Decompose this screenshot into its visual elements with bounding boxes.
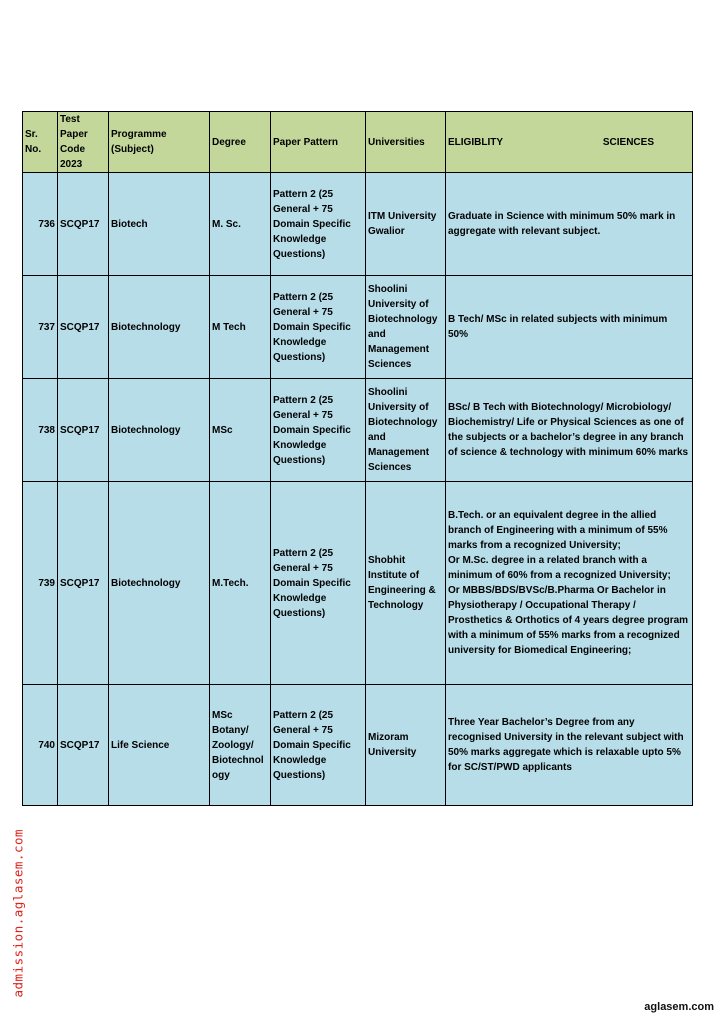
cell-programme: Biotechnology (109, 379, 210, 482)
cell-degree: M. Sc. (210, 173, 271, 276)
table-row (23, 276, 693, 379)
cell-code: SCQP17 (58, 482, 109, 685)
cell-pattern: Pattern 2 (25 General + 75 Domain Specific Knowledge Questions) (271, 685, 366, 806)
cell-pattern: Pattern 2 (25 General + 75 Domain Specific Knowledge Questions) (271, 379, 366, 482)
eligibility-table (22, 111, 693, 806)
table-row (23, 379, 693, 482)
cell-pattern: Pattern 2 (25 General + 75 Domain Specific Knowledge Questions) (271, 276, 366, 379)
cell-sr-no: 737 (23, 276, 58, 379)
cell-university: Shobhit Institute of Engineering & Technology (366, 482, 446, 685)
cell-eligibility: B Tech/ MSc in related subjects with minimum 50% (446, 276, 693, 379)
cell-eligibility: BSc/ B Tech with Biotechnology/ Microbiology/ Biochemistry/ Life or Physical Sciences as one of the subjects or a bachelor’s degree in any branch of science & technology with minimum 60% marks (446, 379, 693, 482)
cell-programme: Biotechnology (109, 482, 210, 685)
header-programme: Programme (Subject) (109, 112, 210, 173)
header-degree: Degree (210, 112, 271, 173)
cell-programme: Life Science (109, 685, 210, 806)
cell-degree: M.Tech. (210, 482, 271, 685)
header-sr-no: Sr. No. (23, 112, 58, 173)
header-paper-pattern: Paper Pattern (271, 112, 366, 173)
cell-university: Mizoram University (366, 685, 446, 806)
header-universities: Universities (366, 112, 446, 173)
cell-degree: M Tech (210, 276, 271, 379)
header-category: SCIENCES (602, 136, 654, 148)
footer-brand: aglasem.com (644, 1001, 714, 1013)
cell-eligibility: Graduate in Science with minimum 50% mark in aggregate with relevant subject. (446, 173, 693, 276)
cell-eligibility: B.Tech. or an equivalent degree in the allied branch of Engineering with a minimum of 55% marks from a recognized University; Or M.Sc. degree in a related branch with a minimum of 60% from a recognized University; Or MBBS/BDS/BVSc/B.Pharma Or Bachelor in Physiotherapy / Occupational Therapy / Prosthetics & Orthotics of 4 years degree program with a minimum of 55% marks from a recognized university for Biomedical Engineering; (446, 482, 693, 685)
cell-programme: Biotech (109, 173, 210, 276)
table-row (23, 482, 693, 685)
cell-sr-no: 738 (23, 379, 58, 482)
header-test-code: Test Paper Code 2023 (58, 112, 109, 173)
cell-pattern: Pattern 2 (25 General + 75 Domain Specific Knowledge Questions) (271, 482, 366, 685)
cell-sr-no: 740 (23, 685, 58, 806)
header-eligibility-label: ELIGIBLITY (448, 136, 503, 148)
watermark: admission.aglasem.com (10, 828, 26, 998)
cell-university: ITM University Gwalior (366, 173, 446, 276)
cell-code: SCQP17 (58, 685, 109, 806)
cell-sr-no: 736 (23, 173, 58, 276)
cell-sr-no: 739 (23, 482, 58, 685)
table-row (23, 173, 693, 276)
cell-university: Shoolini University of Biotechnology and Management Sciences (366, 379, 446, 482)
cell-degree: MSc Botany/ Zoology/ Biotechnology (210, 685, 271, 806)
cell-code: SCQP17 (58, 379, 109, 482)
cell-degree: MSc (210, 379, 271, 482)
header-row (23, 112, 693, 173)
cell-eligibility: Three Year Bachelor’s Degree from any recognised University in the relevant subject with 50% marks aggregate which is relaxable upto 5% for SC/ST/PWD applicants (446, 685, 693, 806)
cell-code: SCQP17 (58, 173, 109, 276)
cell-pattern: Pattern 2 (25 General + 75 Domain Specific Knowledge Questions) (271, 173, 366, 276)
cell-programme: Biotechnology (109, 276, 210, 379)
cell-code: SCQP17 (58, 276, 109, 379)
header-eligibility (446, 112, 693, 173)
table-row (23, 685, 693, 806)
cell-university: Shoolini University of Biotechnology and Management Sciences (366, 276, 446, 379)
